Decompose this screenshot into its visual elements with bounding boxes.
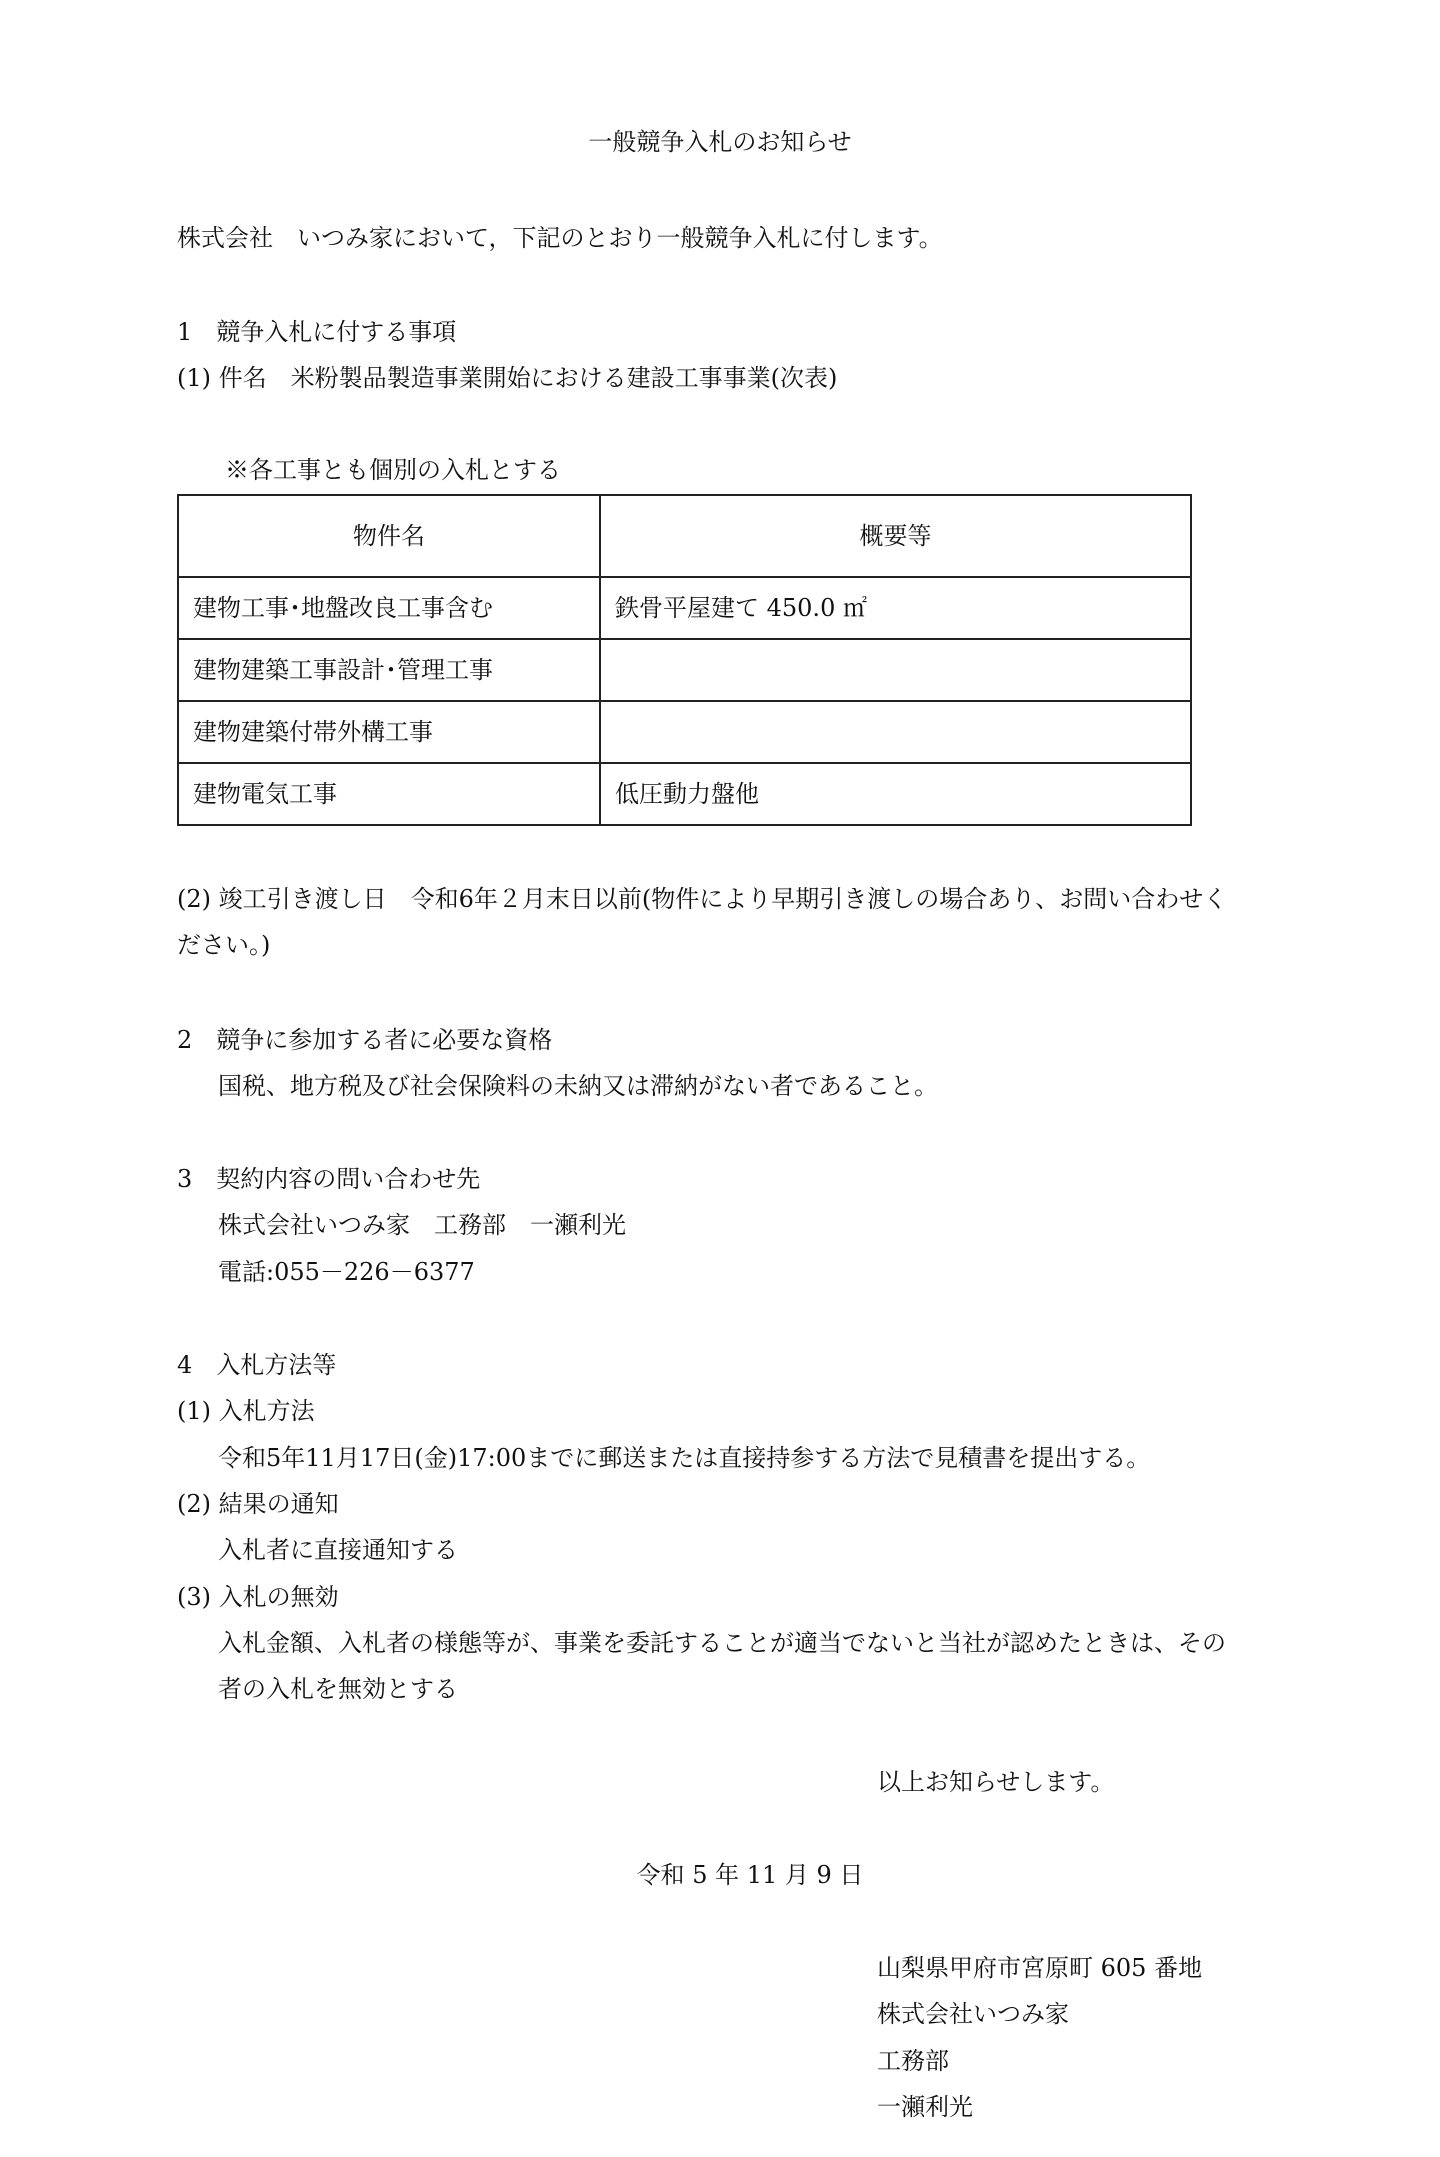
section-4-sub-2-heading: (2) 結果の通知 <box>177 1490 339 1518</box>
table-row <box>178 639 1191 701</box>
section-2-heading: 2 競争に参加する者に必要な資格 <box>177 1026 553 1054</box>
table-cell-item: 建物工事･地盤改良工事含む <box>178 577 600 639</box>
section-1-item-1: (1) 件名 米粉製品製造事業開始における建設工事事業(次表) <box>177 364 838 392</box>
table-row <box>178 701 1191 763</box>
sender-address: 山梨県甲府市宮原町 605 番地 <box>877 1954 1203 1982</box>
section-4-sub-3-body-line-2: 者の入札を無効とする <box>218 1675 458 1703</box>
section-4-sub-1-heading: (1) 入札方法 <box>177 1397 315 1425</box>
section-3-heading: 3 契約内容の問い合わせ先 <box>177 1165 481 1193</box>
sender-department: 工務部 <box>877 2047 949 2075</box>
table-cell-summary: 鉄骨平屋建て 450.0 ㎡ <box>600 577 1191 639</box>
header-item-name: 物件名 <box>178 495 600 577</box>
table-cell-summary <box>600 639 1191 701</box>
sender-name: 一瀬利光 <box>877 2093 973 2121</box>
section-1-item-2-line-2: ださい。) <box>177 931 271 959</box>
contact-person: 株式会社いつみ家 工務部 一瀬利光 <box>218 1211 626 1239</box>
section-1-heading: 1 競争入札に付する事項 <box>177 318 457 346</box>
intro-text: 株式会社 いつみ家において，下記のとおり一般競争入札に付します。 <box>177 224 943 252</box>
section-4-heading: 4 入札方法等 <box>177 1351 337 1379</box>
closing-text: 以上お知らせします。 <box>877 1768 1115 1796</box>
table-header-row <box>178 495 1191 577</box>
table-cell-item: 建物電気工事 <box>178 763 600 825</box>
section-1-item-2-line-1: (2) 竣工引き渡し日 令和6年２月末日以前(物件により早期引き渡しの場合あり、お問い合わせく <box>177 885 1228 913</box>
table-note: ※各工事とも個別の入札とする <box>225 456 561 484</box>
document-date: 令和 5 年 11 月 9 日 <box>636 1861 864 1889</box>
document-title: 一般競争入札のお知らせ <box>588 128 852 156</box>
table-cell-summary <box>600 701 1191 763</box>
bid-items-table <box>177 494 1192 826</box>
section-4-sub-3-heading: (3) 入札の無効 <box>177 1583 339 1611</box>
table-row <box>178 763 1191 825</box>
table-cell-summary: 低圧動力盤他 <box>600 763 1191 825</box>
section-2-body: 国税、地方税及び社会保険料の未納又は滞納がない者であること。 <box>218 1072 938 1100</box>
table-row <box>178 577 1191 639</box>
sender-company: 株式会社いつみ家 <box>877 2000 1069 2028</box>
contact-phone: 電話:055－226－6377 <box>218 1258 475 1286</box>
section-4-sub-2-body: 入札者に直接通知する <box>218 1536 458 1564</box>
table-cell-item: 建物建築付帯外構工事 <box>178 701 600 763</box>
section-4-sub-3-body-line-1: 入札金額、入札者の様態等が、事業を委託することが適当でないと当社が認めたときは、その <box>218 1629 1226 1657</box>
header-summary: 概要等 <box>600 495 1191 577</box>
section-4-sub-1-body: 令和5年11月17日(金)17:00までに郵送または直接持参する方法で見積書を提出する。 <box>218 1444 1151 1472</box>
table-cell-item: 建物建築工事設計･管理工事 <box>178 639 600 701</box>
